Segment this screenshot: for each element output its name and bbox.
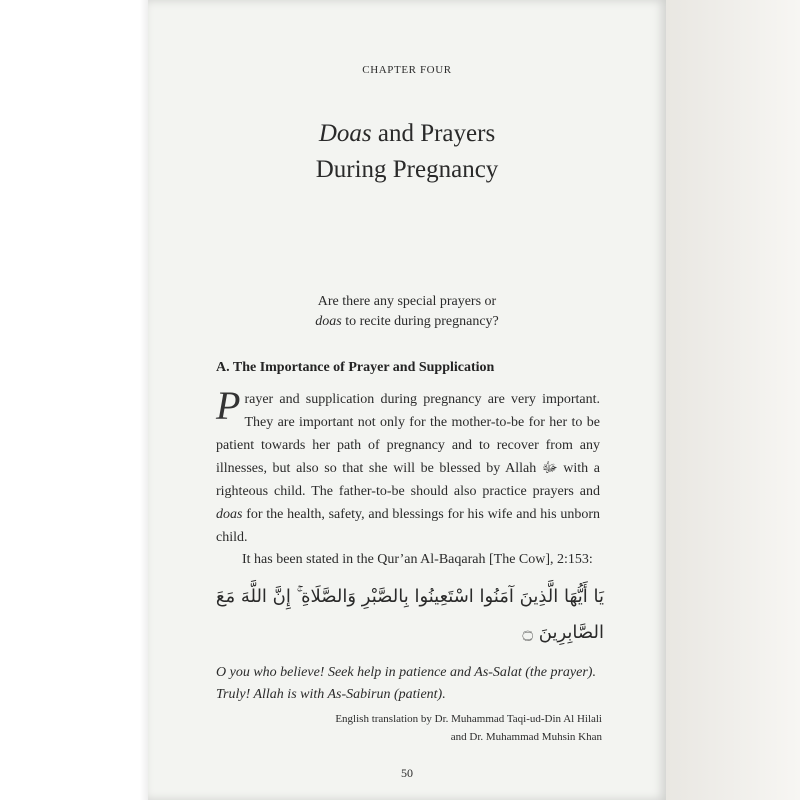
paragraph-italic: doas <box>216 507 243 522</box>
question-line2: to recite during pregnancy? <box>341 314 499 329</box>
paragraph-text-2: for the health, safety, and blessings for his wife and his unborn child. <box>216 507 600 545</box>
paragraph-text-1: rayer and supplication during pregnancy are very important. They are important not only for the mother-to-be for her to be patient towards her path of pregnancy and to recover from any illnesses, but also so that she will be blessed by Allah ﷻ with a righteous child. The father-to-be should also practice prayers and <box>216 392 600 499</box>
page-edge <box>666 0 800 800</box>
title-line1: and Prayers <box>371 120 496 147</box>
title-line2: During Pregnancy <box>315 156 499 183</box>
book-page <box>148 0 666 800</box>
section-heading: A. The Importance of Prayer and Supplication <box>216 360 495 375</box>
quran-reference: It has been stated in the Qur’an Al-Baqarah [The Cow], 2:153: <box>242 552 593 567</box>
lead-question <box>148 292 666 332</box>
page-number: 50 <box>401 766 413 780</box>
question-italic: doas <box>315 314 342 329</box>
verse-translation: O you who believe! Seek help in patience and As-Salat (the prayer). Truly! Allah is with As-Sabirun (patient). <box>216 665 596 702</box>
arabic-verse-line1: يَا أَيُّهَا الَّذِينَ آمَنُوا اسْتَعِينُوا بِالصَّبْرِ وَالصَّلَاةِ ۚ إِنَّ اللَّهَ مَعَ <box>215 586 604 607</box>
body-paragraph <box>216 383 600 549</box>
credit-line2: and Dr. Muhammad Muhsin Khan <box>450 731 602 743</box>
credit-line1: English translation by Dr. Muhammad Taqi-ud-Din Al Hilali <box>335 713 602 725</box>
question-line1: Are there any special prayers or <box>317 294 497 309</box>
chapter-label: CHAPTER FOUR <box>362 64 452 76</box>
drop-cap: P <box>216 383 241 428</box>
arabic-verse-line2: الصَّابِرِينَ ۝ <box>522 622 604 643</box>
chapter-title <box>148 116 666 188</box>
translation-credit <box>302 710 602 746</box>
title-italic: Doas <box>318 120 372 147</box>
